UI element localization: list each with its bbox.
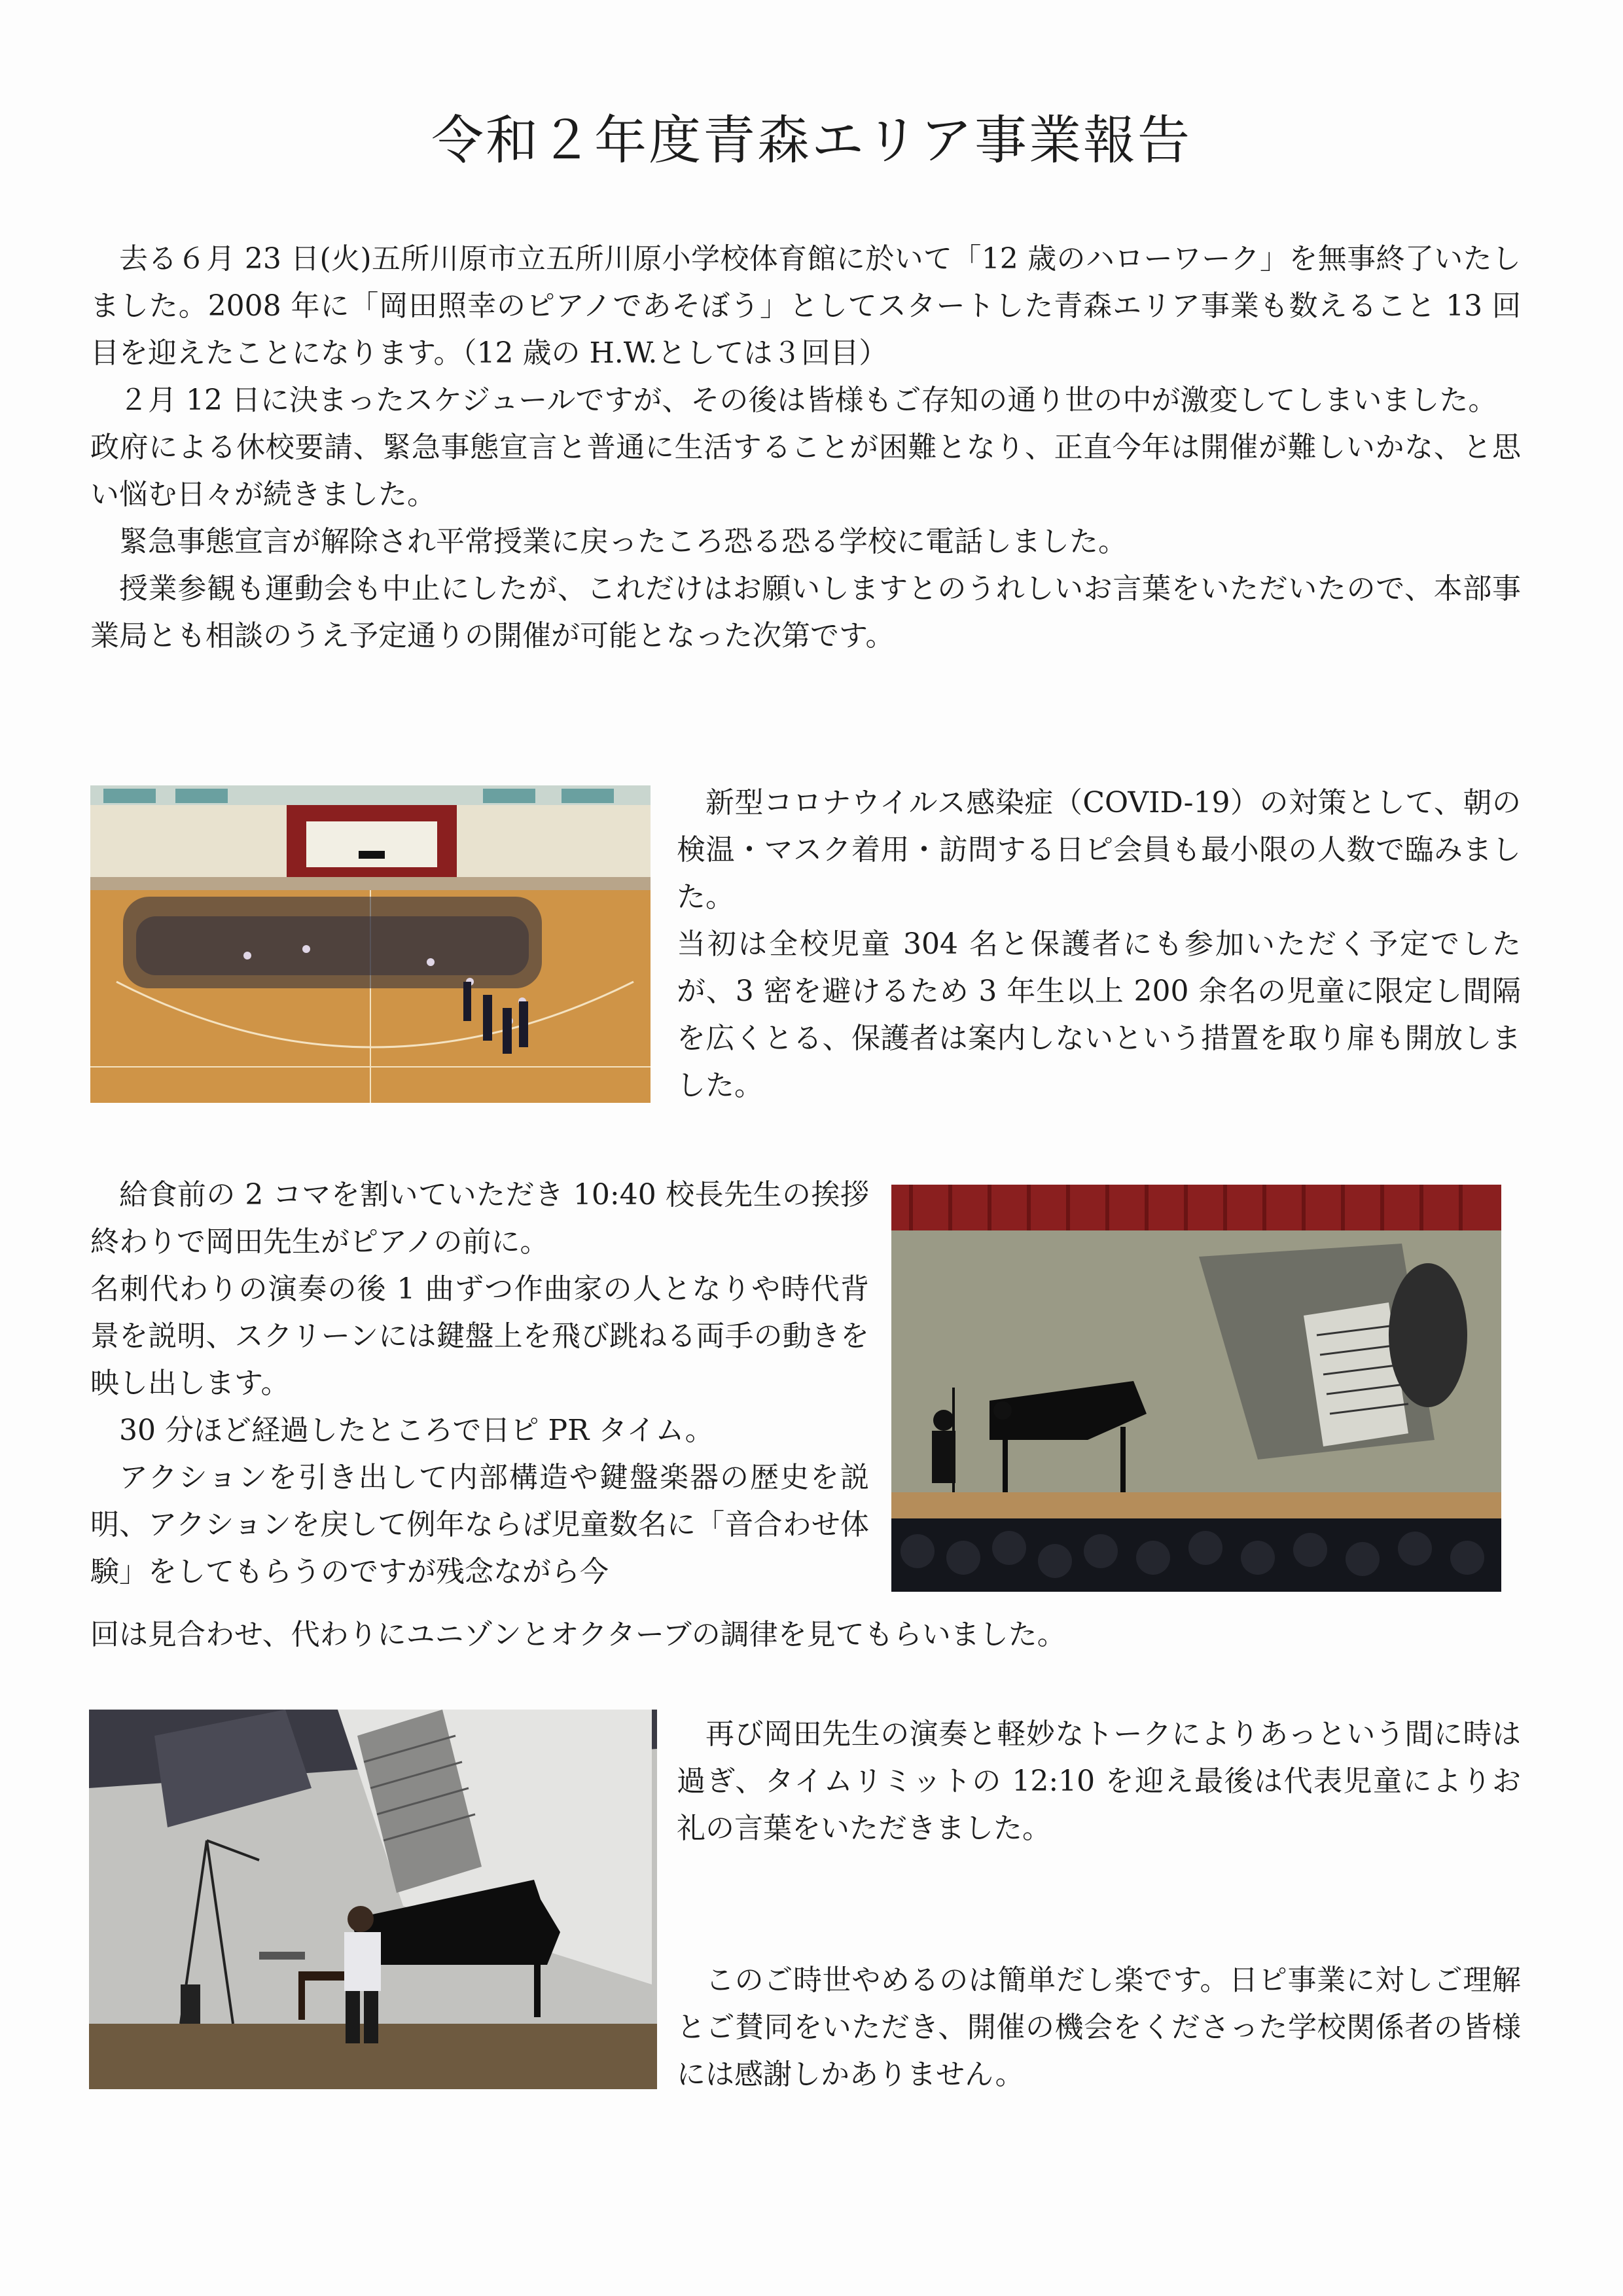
- gymnasium-photo: [90, 785, 651, 1103]
- closing-text: [677, 1957, 1521, 2098]
- covid-measures-text: [677, 780, 1521, 1109]
- concert-paragraph: アクションを引き出して内部構造や鍵盤楽器の歴史を説明、アクションを戻して例年ならば児童数名に「音合わせ体験」をしてもらうのですが残念ながら今: [90, 1461, 869, 1588]
- covid-paragraph: 当初は全校児童 304 名と保護者にも参加いただく予定でしたが、3 密を避けるため 3 年生以上 200 余名の児童に限定し間隔を広くとる、保護者は案内しないという措置を取り扉も開放しました。: [677, 927, 1521, 1102]
- covid-paragraph: 新型コロナウイルス感染症（COVID-19）の対策として、朝の検温・マスク着用・訪問する日ピ会員も最小限の人数で臨みました。: [677, 786, 1521, 914]
- intro-paragraph: 政府による休校要請、緊急事態宣言と普通に生活することが困難となり、正直今年は開催が難しいかな、と思い悩む日々が続きました。: [90, 431, 1521, 511]
- concert-paragraph: 回は見合わせ、代わりにユニゾンとオクターブの調律を見てもらいました。: [90, 1618, 1066, 1651]
- intro-paragraph: 去る６月 23 日(火)五所川原市立五所川原小学校体育館に於いて「12 歳のハローワーク」を無事終了いたしました。2008 年に「岡田照幸のピアノであそぼう」としてスタートした青森エリア事業も数えること 13 回目を迎えたことになります。（12 歳の H.W.としては３回目）: [90, 242, 1521, 370]
- concert-text-continued: [90, 1611, 1521, 1659]
- intro-text: [90, 236, 1521, 660]
- intro-paragraph: 緊急事態宣言が解除され平常授業に戻ったころ恐る恐る学校に電話しました。: [119, 525, 1127, 558]
- ending-text: [677, 1711, 1521, 1852]
- concert-text: [90, 1172, 869, 1596]
- page-title: 令和２年度青森エリア事業報告: [431, 110, 1192, 171]
- intro-paragraph: ２月 12 日に決まったスケジュールですが、その後は皆様もご存知の通り世の中が激変してしまいました。: [119, 384, 1497, 417]
- concert-paragraph: 30 分ほど経過したところで日ピ PR タイム。: [119, 1414, 714, 1447]
- stage-piano-photo: [891, 1185, 1501, 1592]
- closing-paragraph: このご時世やめるのは簡単だし楽です。日ピ事業に対しご理解とご賛同をいただき、開催の機会をくださった学校関係者の皆様には感謝しかありません。: [677, 1964, 1521, 2091]
- concert-paragraph: 給食前の 2 コマを割いていただき 10:40 校長先生の挨拶終わりで岡田先生がピアノの前に。: [90, 1178, 869, 1259]
- ending-paragraph: 再び岡田先生の演奏と軽妙なトークによりあっという間に時は過ぎ、タイムリミットの 12:10 を迎え最後は代表児童によりお礼の言葉をいただきました。: [677, 1717, 1521, 1845]
- concert-paragraph: 名刺代わりの演奏の後 1 曲ずつ作曲家の人となりや時代背景を説明、スクリーンには鍵盤上を飛び跳ねる両手の動きを映し出します。: [90, 1272, 869, 1400]
- intro-paragraph: 授業参観も運動会も中止にしたが、これだけはお願いしますとのうれしいお言葉をいただいたので、本部事業局とも相談のうえ予定通りの開催が可能となった次第です。: [90, 572, 1521, 653]
- speaker-piano-photo: [89, 1710, 657, 2089]
